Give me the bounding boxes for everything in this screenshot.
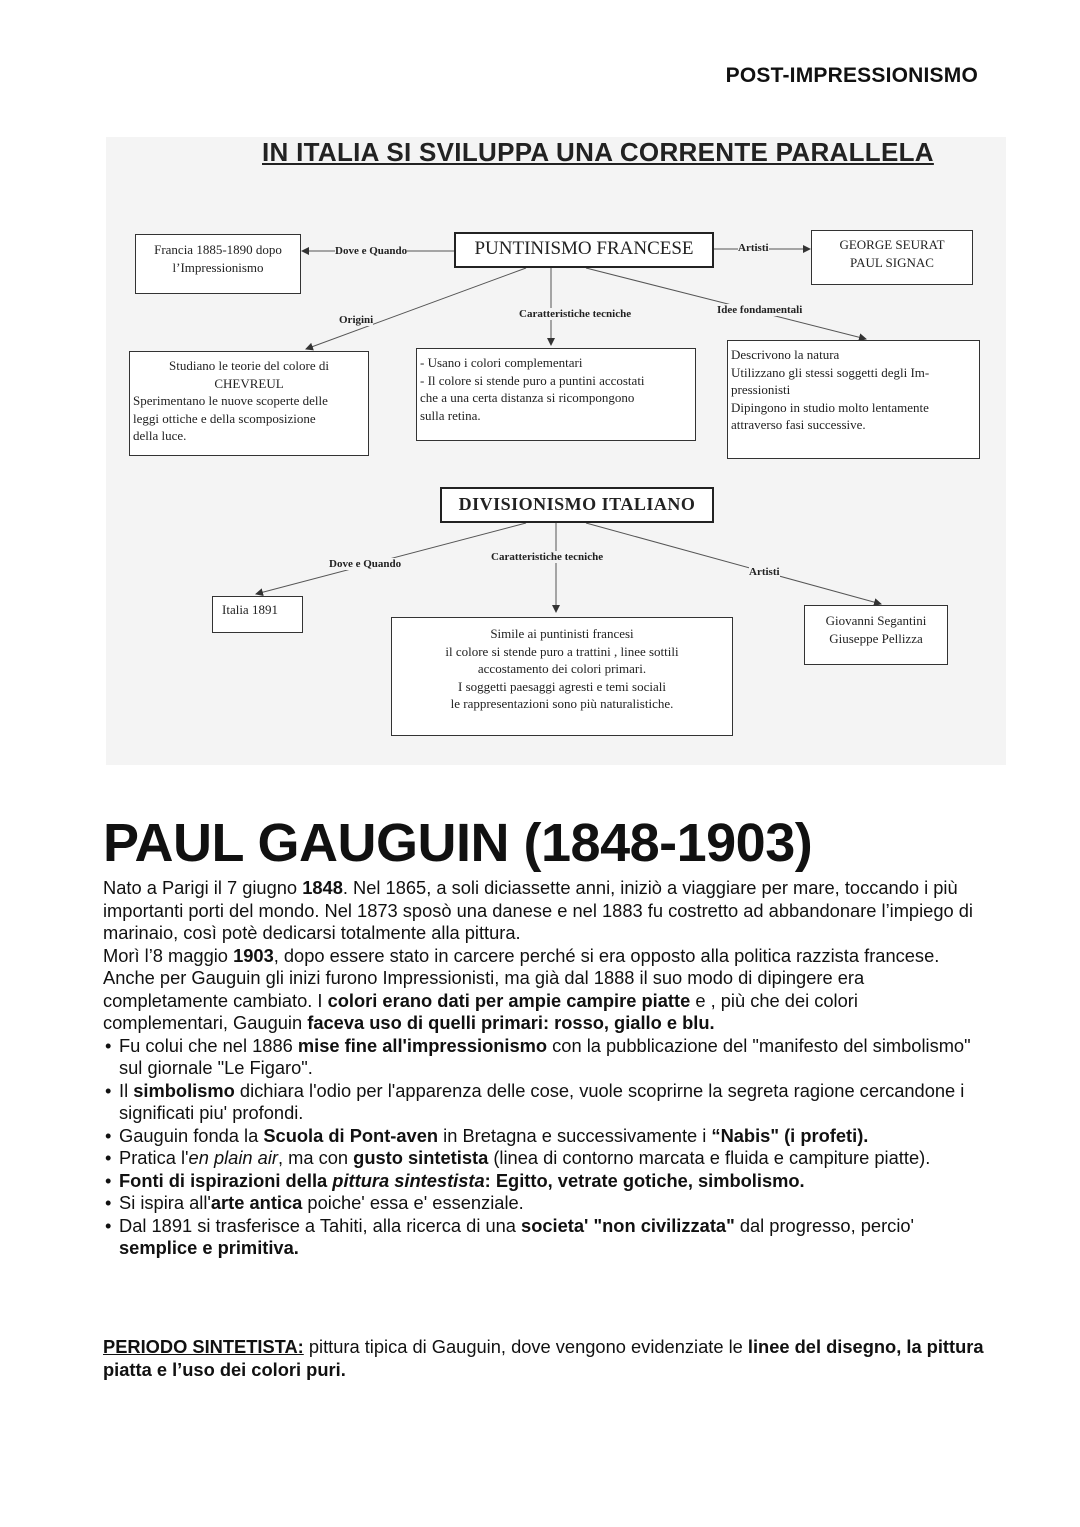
list-item: • Gauguin fonda la Scuola di Pont-aven in Bretagna e successivamente i “Nabis" (i profeti). bbox=[103, 1125, 983, 1148]
period-sintetista: PERIODO SINTETISTA: pittura tipica di Gauguin, dove vengono evidenziate le linee del disegno, la pittura piatta e l’uso dei colori puri. bbox=[103, 1336, 984, 1380]
box-french-artists: GEORGE SEURAT PAUL SIGNAC bbox=[811, 230, 973, 285]
list-item: • Il simbolismo dichiara l'odio per l'apparenza delle cose, vuole scoprirne la segreta ragione cercandone i significati piu' profondi. bbox=[103, 1080, 983, 1125]
box-french-technique: - Usano i colori complementari - Il colore si stende puro a puntini accostati che a una certa distanza si ricompongono sulla retina. bbox=[416, 348, 696, 441]
page-header: POST-IMPRESSIONISMO bbox=[725, 64, 978, 87]
box-italy-when: Italia 1891 bbox=[212, 596, 303, 633]
box-puntinismo: PUNTINISMO FRANCESE bbox=[454, 232, 714, 268]
box-italian-artists: Giovanni Segantini Giuseppe Pellizza bbox=[804, 605, 948, 665]
label-idee: Idee fondamentali bbox=[717, 304, 803, 316]
box-divisionismo: DIVISIONISMO ITALIANO bbox=[440, 487, 714, 523]
paragraph-death: Morì l’8 maggio 1903, dopo essere stato in carcere perché si era opposto alla politica razzista francese. bbox=[103, 944, 940, 966]
label-dove-quando-1: Dove e Quando bbox=[335, 245, 408, 257]
list-item: • Fonti di ispirazioni della pittura sintestista: Egitto, vetrate gotiche, simbolismo. bbox=[103, 1170, 983, 1193]
list-item: • Si ispira all'arte antica poiche' essa e' essenziale. bbox=[103, 1192, 983, 1215]
label-artisti-1: Artisti bbox=[738, 242, 769, 254]
box-italian-technique: Simile ai puntinisti francesi il colore si stende puro a trattini , linee sottili accostamento dei colori primari. I soggetti paesaggi agresti e temi sociali le rappresentazioni sono più naturalistiche. bbox=[391, 617, 733, 736]
label-artisti-2: Artisti bbox=[749, 566, 780, 578]
label-origini: Origini bbox=[339, 314, 374, 326]
concept-map bbox=[106, 137, 1006, 765]
label-caratteristiche-2: Caratteristiche tecniche bbox=[491, 551, 604, 563]
label-caratteristiche-1: Caratteristiche tecniche bbox=[519, 308, 632, 320]
box-france-when: Francia 1885-1890 dopo l’Impressionismo bbox=[135, 234, 301, 294]
paragraph-style: Anche per Gauguin gli inizi furono Impressionisti, ma già dal 1888 il suo modo di dipingere era completamente cambiato. I colori erano dati per ampie campire piatte e , più che dei colori complementari, Gauguin faceva uso di quelli primari: rosso, giallo e blu. bbox=[103, 967, 865, 1033]
list-item: • Dal 1891 si trasferisce a Tahiti, alla ricerca di una societa' "non civilizzata" dal progresso, percio' semplice e primitiva. bbox=[103, 1215, 983, 1260]
page-title: PAUL GAUGUIN (1848-1903) bbox=[103, 813, 813, 873]
biography-text bbox=[103, 877, 983, 1260]
bullet-list bbox=[103, 1035, 983, 1260]
list-item: • Fu colui che nel 1886 mise fine all'impressionismo con la pubblicazione del "manifesto del simbolismo" sul giornale "Le Figaro". bbox=[103, 1035, 983, 1080]
box-ideas: Descrivono la natura Utilizzano gli stessi soggetti degli Im- pressionisti Dipingono in studio molto lentamente attraverso fasi successive. bbox=[727, 340, 980, 459]
box-origins: Studiano le teorie del colore di CHEVREUL Sperimentano le nuove scoperte delle leggi ottiche e della scomposizione della luce. bbox=[129, 351, 369, 456]
paragraph-birth: Nato a Parigi il 7 giugno 1848. Nel 1865, a soli diciassette anni, iniziò a viaggiare per mare, toccando i più importanti porti del mondo. Nel 1873 sposò una danese e nel 1883 fu costretto ad abbandonare l’impiego di marinaio, così potè dedicarsi totalmente alla pittura. bbox=[103, 877, 973, 943]
list-item: • Pratica l'en plain air, ma con gusto sintetista (linea di contorno marcata e fluida e campiture piatte). bbox=[103, 1147, 983, 1170]
diagram-title: IN ITALIA SI SVILUPPA UNA CORRENTE PARALLELA bbox=[262, 137, 934, 167]
label-dove-quando-2: Dove e Quando bbox=[329, 558, 402, 570]
